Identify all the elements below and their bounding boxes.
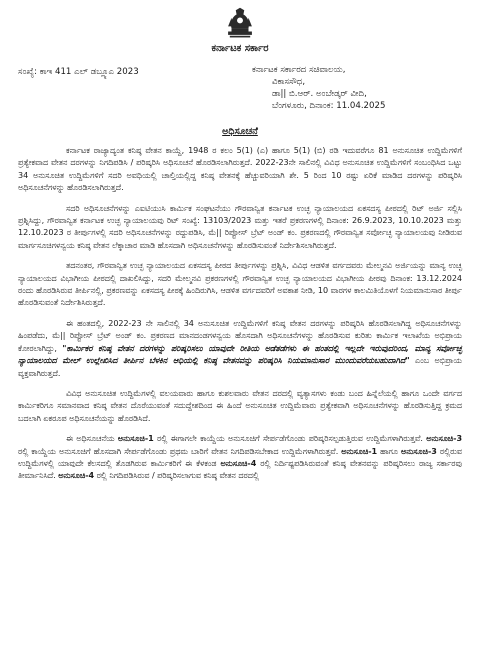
- schedule-4-label: ಅನುಸೂಚಿ-4: [58, 471, 95, 481]
- header-row: [18, 64, 462, 112]
- quoted-opinion: "ಕಾರ್ಮಿಕರ ಕನಿಷ್ಠ ವೇತನ ದರಗಳನ್ನು ಪರಿಷ್ಕರಿಸಲು ಯಾವುದೇ ರೀತಿಯ ಅಡೆತಡೆಗಳು ಈ ಹಂತದಲ್ಲಿ ಇಲ್ಲದೇ ಇರುವುದರಿಂದ, ಮಾನ್ಯ ಸರ್ವೋಚ್ಛ ನ್ಯಾಯಾಲಯದ ಮೇಲ್ ಉಲ್ಲೇಖಿಸಿದ ತೀರ್ಪಿನ ಬೆಳಕಿನ ಆಧಿಯಲ್ಲಿ ಕನಿಷ್ಠ ವೇತನವನ್ನು ಪರಿಷ್ಕರಿಸಿ ನಿಯಮಾನುಸಾರ ಮುಂದುವರೆಯಬಹುದಾಗಿದೆ": [18, 343, 462, 366]
- schedule-3-label: ಅನುಸೂಚಿ-3: [401, 446, 437, 456]
- paragraph-6-text: ರಲ್ಲಿ ನಿರ್ದಿಷ್ಟಪಡಿಸಿರುವಂತೆ ಕನಿಷ್ಠ ವೇತನವನ್ನು ಪರಿಷ್ಕರಿಸಲು ರಾಜ್ಯ ಸರ್ಕಾರವು ತೀರ್ಮಾನಿಸಿದೆ.: [18, 458, 462, 481]
- paragraph-4-text: ಈ ಹಂತದಲ್ಲಿ, 2022-23 ನೇ ಸಾಲಿನಲ್ಲಿ 34 ಅನುಸೂಚಿತ ಉದ್ದಿಮೆಗಳಿಗೆ ಕನಿಷ್ಠ ವೇತನ ದರಗಳನ್ನು ಪರಿಷ್ಕರಿಸಿ ಹೊರಡಿಸಲಾಗಿದ್ದ ಅಧಿಸೂಚನೆಗಳನ್ನು ಹಿಂಪಡೆದು, ಮೆ|| ರಿಪ್ಟೋಸ್ ಬ್ರೆಟ್ ಅಂಡ್ ಕಂ. ಪ್ರಕರಣದ ಮಾನದಂಡಗಳನ್ವಯ ಹೊಸದಾಗಿ ಅಧಿಸೂಚನೆಗಳನ್ನು ಹೊರಡಿಸುವ ಕುರಿತು ಕಾರ್ಮಿಕ ಇಲಾಖೆಯ ಅಭಿಪ್ರಾಯ ಕೋರಲಾಗಿದ್ದು,: [18, 318, 462, 353]
- address-block: [252, 64, 462, 112]
- schedule-3-label: ಅನುಸೂಚಿ-3: [426, 434, 462, 444]
- paragraph-6-text: ರಲ್ಲಿರುವ ಉದ್ದಿಮೆಗಳಲ್ಲಿ ಯಾವುದೇ ಕೆಲಸದಲ್ಲಿ ತೊಡಗಿರುವ ಕಾರ್ಮಿಕರಿಗೆ ಈ ಕೆಳಕಂಡ: [18, 446, 462, 468]
- paragraph-4: [18, 318, 462, 380]
- schedule-4-label: ಅನುಸೂಚಿ-4: [220, 458, 257, 468]
- paragraph-6-text: ರಲ್ಲಿ ಈಗಾಗಲೇ ಕಾಯ್ದೆಯ ಅನುಸೂಚಿಗೆ ಸೇರ್ಪಡೆಗೊಂಡು ಪರಿಷ್ಕರಿಸಲ್ಪಡುತ್ತಿರುವ ಉದ್ದಿಮೆಗಳಾಗಿರುತ್ತವೆ.: [153, 434, 427, 444]
- paragraph-3: ತದನಂತರ, ಗೌರವಾನ್ವಿತ ಉಚ್ಛ ನ್ಯಾಯಾಲಯದ ಏಕಸದಸ್ಯ ಪೀಠದ ತೀರ್ಪುಗಳನ್ನು ಪ್ರಶ್ನಿಸಿ, ವಿವಿಧ ಆಡಳಿತ ವರ್ಗದವರು ಮೇಲ್ಮನವಿ ಅರ್ಜಿಯನ್ನು ಮಾನ್ಯ ಉಚ್ಛ ನ್ಯಾಯಾಲಯದ ವಿಭಾಗೀಯ ಪೀಠದಲ್ಲಿ ದಾಖಲಿಸಿದ್ದು, ಸದರಿ ಮೇಲ್ಮನವಿ ಪ್ರಕರಣಗಳಲ್ಲಿ ಗೌರವಾನ್ವಿತ ಉಚ್ಛ ನ್ಯಾಯಾಲಯದ ವಿಭಾಗೀಯ ಪೀಠವು ದಿನಾಂಕ: 13.12.2024 ರಂದು ಹೊರಡಿಸಿರುವ ತೀರ್ಪಿನಲ್ಲಿ, ಪ್ರಕರಣವನ್ನು ಏಕಸದಸ್ಯ ಪೀಠಕ್ಕೆ ಹಿಂದಿರುಗಿಸಿ, ಆಡಳಿತ ವರ್ಗದವರಿಗೆ ಅವಕಾಶ ನೀಡಿ, 10 ವಾರಗಳ ಕಾಲಮಿತಿಯೊಳಗೆ ನಿಯಮಾನುಸಾರ ತೀರ್ಪು ಹೊರಡಿಸುವಂತೆ ನಿರ್ದೇಶಿಸಿರುತ್ತದೆ.: [18, 261, 462, 308]
- paragraph-6: [18, 433, 462, 483]
- paragraph-1: ಕರ್ನಾಟಕ ರಾಜ್ಯಾದ್ಯಂತ ಕನಿಷ್ಠ ವೇತನ ಕಾಯ್ದೆ, 1948 ರ ಕಲಂ 5(1) (ಎ) ಹಾಗೂ 5(1) (ಬಿ) ರಡಿ ಇದುವರೆಗೂ 81 ಅನುಸೂಚಿತ ಉದ್ದಿಮೆಗಳಿಗೆ ಪ್ರತ್ಯೇಕವಾದ ವೇತನ ದರಗಳನ್ನು ನಿಗದಿಪಡಿಸಿ / ಪರಿಷ್ಕರಿಸಿ ಅಧಿಸೂಚನೆ ಹೊರಡಿಸಲಾಗಿರುತ್ತದೆ. 2022-23ನೇ ಸಾಲಿನಲ್ಲಿ ವಿವಿಧ ಅನುಸೂಚಿತ ಉದ್ದಿಮೆಗಳಿಗೆ ಸಂಬಂಧಿಸಿದ ಒಟ್ಟು 34 ಅನುಸೂಚಿತ ಉದ್ದಿಮೆಗಳಿಗೆ ಸದರಿ ಅವಧಿಯಲ್ಲಿ ಚಾಲ್ತಿಯಲ್ಲಿದ್ದ ಕನಿಷ್ಠ ವೇತನಕ್ಕೆ ಹೆಚ್ಚುವರಿಯಾಗಿ ಶೇ. 5 ರಿಂದ 10 ರಷ್ಟು ಏರಿಕೆ ಮಾಡಿದ ದರಗಳನ್ನು ಪರಿಷ್ಕರಿಸಿ ಅಧಿಸೂಚನೆಗಳನ್ನು ಹೊರಡಿಸಲಾಗಿರುತ್ತದೆ.: [18, 146, 462, 193]
- address-line: ಬೆಂಗಳೂರು, ದಿನಾಂಕ: 11.04.2025: [272, 101, 386, 111]
- government-title: ಕರ್ನಾಟಕ ಸರ್ಕಾರ: [211, 43, 269, 54]
- paragraph-6-text: ರಲ್ಲಿ ಕಾಯ್ದೆಯ ಅನುಸೂಚಿಗೆ ಹೊಸದಾಗಿ ಸೇರ್ಪಡೆಗೊಂಡು ಪ್ರಥಮ ಬಾರಿಗೆ ವೇತನ ನಿಗದಿಪಡಿಸಬೇಕಾದ ಉದ್ದಿಮೆಗಳಾಗಿರುತ್ತವೆ.: [18, 446, 342, 456]
- address-line: ಕರ್ನಾಟಕ ಸರ್ಕಾರದ ಸಚಿವಾಲಯ,: [252, 65, 346, 75]
- address-line: ಡಾ|| ಬಿ.ಆರ್. ಅಂಬೇಡ್ಕರ್ ವೀದಿ,: [272, 89, 367, 99]
- karnataka-emblem-icon: [223, 6, 257, 40]
- reference-number: ಸಂಖ್ಯೆ: ಕಾಇ 411 ಎಲ್ ಡಬ್ಲ್ಯೂಎ 2023: [18, 67, 139, 77]
- paragraph-2: ಸದರಿ ಅಧಿಸೂಚನೆಗಳನ್ನು ಎಐಟಿಯುಸಿ ಕಾರ್ಮಿಕ ಸಂಘಟನೆಯು ಗೌರವಾನ್ವಿತ ಕರ್ನಾಟಕ ಉಚ್ಛ ನ್ಯಾಯಾಲಯದ ಏಕಸದಸ್ಯ ಪೀಠದಲ್ಲಿ ರಿಟ್ ಅರ್ಜಿ ಸಲ್ಲಿಸಿ ಪ್ರಶ್ನಿಸಿದ್ದು, ಗೌರವಾನ್ವಿತ ಕರ್ನಾಟಕ ಉಚ್ಛ ನ್ಯಾಯಾಲಯವು ರಿಟ್ ಸಂಖ್ಯೆ: 13103/2023 ಮತ್ತು ಇತರೆ ಪ್ರಕರಣಗಳಲ್ಲಿ ದಿನಾಂಕ: 26.9.2023, 10.10.2023 ಮತ್ತು 12.10.2023 ರ ತೀರ್ಪುಗಳಲ್ಲಿ ಸದರಿ ಅಧಿಸೂಚನೆಗಳನ್ನು ರದ್ದುಪಡಿಸಿ, ಮೆ|| ರಿಪ್ಟೋಸ್ ಬ್ರೆಟ್ ಅಂಡ್ ಕಂ. ಪ್ರಕರಣದಲ್ಲಿ ಗೌರವಾನ್ವಿತ ಸರ್ವೋಚ್ಛ ನ್ಯಾಯಾಲಯವು ನೀಡಿರುವ ಮಾರ್ಗಸೂಚಿಗಳನ್ವಯ ಕನಿಷ್ಠ ವೇತನ ಲೆಕ್ಕಾಚಾರ ಮಾಡಿ ಹೊಸದಾಗಿ ಅಧಿಸೂಚನೆಗಳನ್ನು ಹೊರಡಿಸುವಂತೆ ನಿರ್ದೇಶಿಸಲಾಗಿರುತ್ತದೆ.: [18, 203, 462, 250]
- paragraph-4-end: ಎಂಬ ಅಭಿಪ್ರಾಯ ವ್ಯಕ್ತವಾಗಿರುತ್ತದೆ.: [18, 356, 463, 378]
- paragraph-6-text: ರಲ್ಲಿ ನಿಗದಿಪಡಿಸಿರುವ / ಪರಿಷ್ಕರಿಸಲಾಗುವ ಕನಿಷ್ಠ ವೇತನ ದರದಲ್ಲಿ: [94, 471, 259, 481]
- paragraph-6-text: ಹಾಗೂ: [377, 446, 402, 456]
- schedule-1-label: ಅನುಸೂಚಿ-1: [341, 446, 378, 456]
- address-line: ವಿಕಾಸಸೌಧ,: [272, 77, 306, 87]
- paragraph-5: ವಿವಿಧ ಅನುಸೂಚಿತ ಉದ್ದಿಮೆಗಳಲ್ಲಿ ವಲಯವಾರು ಹಾಗೂ ಕುಶಲವಾರು ವೇತನ ದರದಲ್ಲಿ ವ್ಯತ್ಯಾಸಗಳು ಕಂಡು ಬಂದ ಹಿನ್ನೆಲೆಯಲ್ಲಿ ಹಾಗೂ ಒಂದೇ ವರ್ಗದ ಕಾರ್ಮಿಕರಿಗೂ ಸಮಾನವಾದ ಕನಿಷ್ಠ ವೇತನ ದೊರೆಯುವಂತೆ ಸದುದ್ದೇಶದಿಂದ ಈ ಹಿಂದೆ ಅನುಸೂಚಿತ ಉದ್ದಿಮೆವಾರು ಪ್ರತ್ಯೇಕವಾಗಿ ಅಧಿಸೂಚನೆಗಳನ್ನು ಹೊರಡಿಸುತ್ತಿದ್ದ ಕ್ರಮದ ಬದಲಾಗಿ ಏಕರೂಪ ಅಧಿಸೂಚನೆಯನ್ನು ಹೊರಡಿಸಿದೆ.: [18, 388, 462, 423]
- schedule-1-label: ಅನುಸೂಚಿ-1: [117, 434, 154, 444]
- paragraph-6-text: ಈ ಅಧಿಸೂಚನೆಯ: [66, 434, 118, 444]
- notification-title: ಅಧಿಸೂಚನೆ: [222, 126, 258, 137]
